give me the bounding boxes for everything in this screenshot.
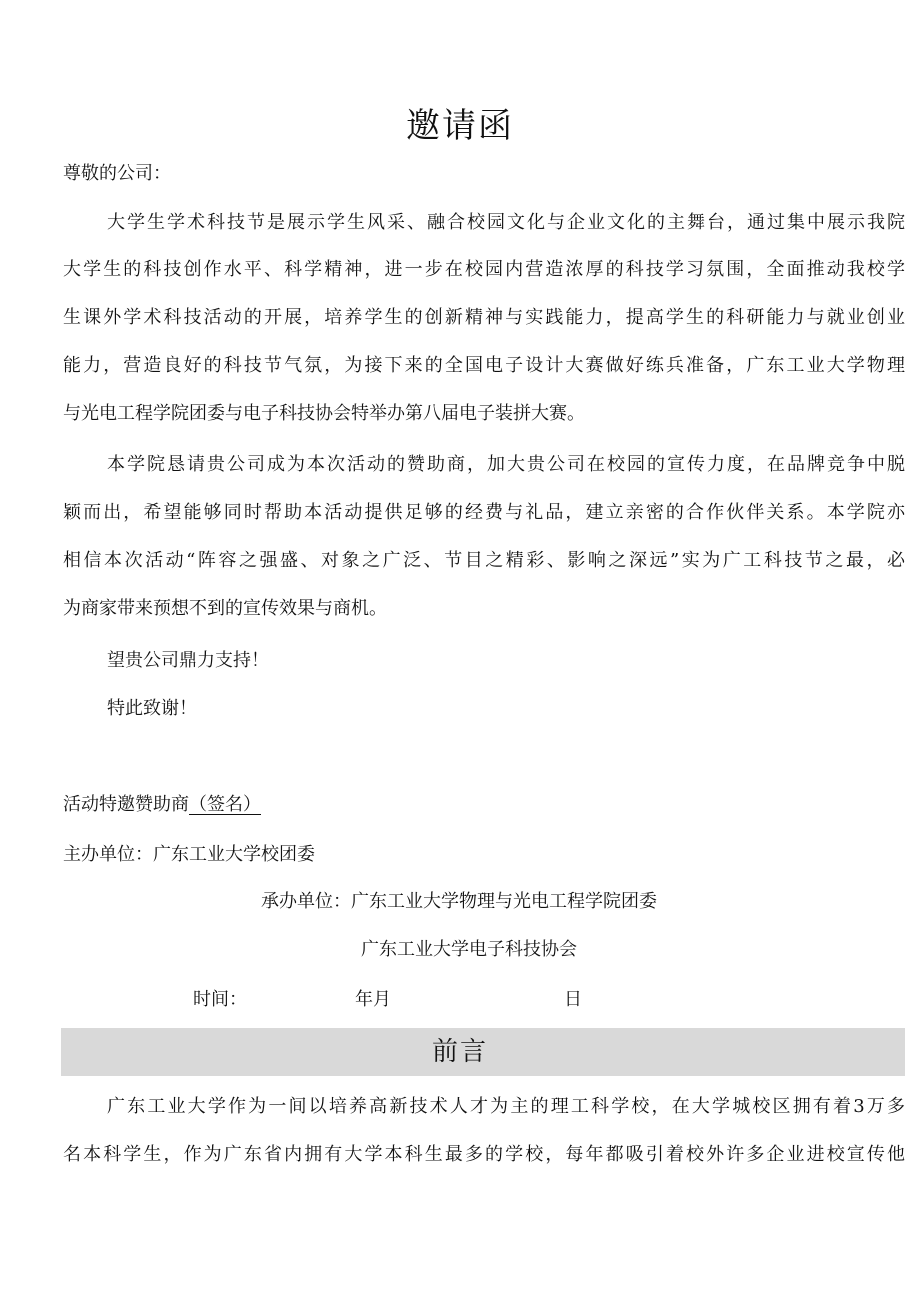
organizer-unit: 承办单位：广东工业大学物理与光电工程学院团委 (261, 891, 657, 912)
sponsor-signature-line (63, 793, 261, 817)
para1-line-3: 生课外学术科技活动的开展，培养学生的创新精神与实践能力，提高学生的科研能力与就业创业 (63, 307, 905, 328)
time-day: 日 (564, 989, 582, 1010)
para2-line-3: 相信本次活动“阵容之强盛、对象之广泛、节目之精彩、影响之深远”实为广工科技节之最，必 (63, 550, 905, 571)
salutation: 尊敬的公司： (63, 163, 171, 184)
letter-title: 邀请函 (406, 106, 514, 146)
closing-thanks: 特此致谢！ (107, 698, 197, 719)
closing-support: 望贵公司鼎力支持！ (107, 650, 269, 671)
sponsor-sign-field: （签名） (189, 794, 261, 815)
para2-line-4: 为商家带来预想不到的宣传效果与商机。 (63, 598, 387, 619)
time-year-month: 年月 (355, 989, 391, 1010)
para1-line-2: 大学生的科技创作水平、科学精神，进一步在校园内营造浓厚的科技学习氛围，全面推动我校学 (63, 259, 905, 280)
para1-line-5: 与光电工程学院团委与电子科技协会特举办第八届电子装拼大赛。 (63, 403, 585, 424)
para2-line-1: 本学院恳请贵公司成为本次活动的赞助商，加大贵公司在校园的宣传力度，在品牌竞争中脱 (107, 454, 905, 475)
preface-title: 前言 (431, 1037, 488, 1067)
organizer-unit-2: 广东工业大学电子科技协会 (361, 939, 577, 960)
time-label: 时间： (193, 989, 247, 1010)
sponsor-label: 活动特邀赞助商 (63, 794, 189, 815)
para1-line-4: 能力，营造良好的科技节气氛，为接下来的全国电子设计大赛做好练兵准备，广东工业大学物理 (63, 355, 905, 376)
para1-line-1: 大学生学术科技节是展示学生风采、融合校园文化与企业文化的主舞台，通过集中展示我院 (107, 212, 905, 233)
host-unit: 主办单位：广东工业大学校团委 (63, 844, 315, 865)
preface-line-2: 名本科学生，作为广东省内拥有大学本科生最多的学校，每年都吸引着校外许多企业进校宣传他 (63, 1144, 905, 1165)
preface-line-1: 广东工业大学作为一间以培养高新技术人才为主的理工科学校，在大学城校区拥有着3万多 (107, 1096, 905, 1117)
para2-line-2: 颖而出，希望能够同时帮助本活动提供足够的经费与礼品，建立亲密的合作伙伴关系。本学院亦 (63, 502, 905, 523)
